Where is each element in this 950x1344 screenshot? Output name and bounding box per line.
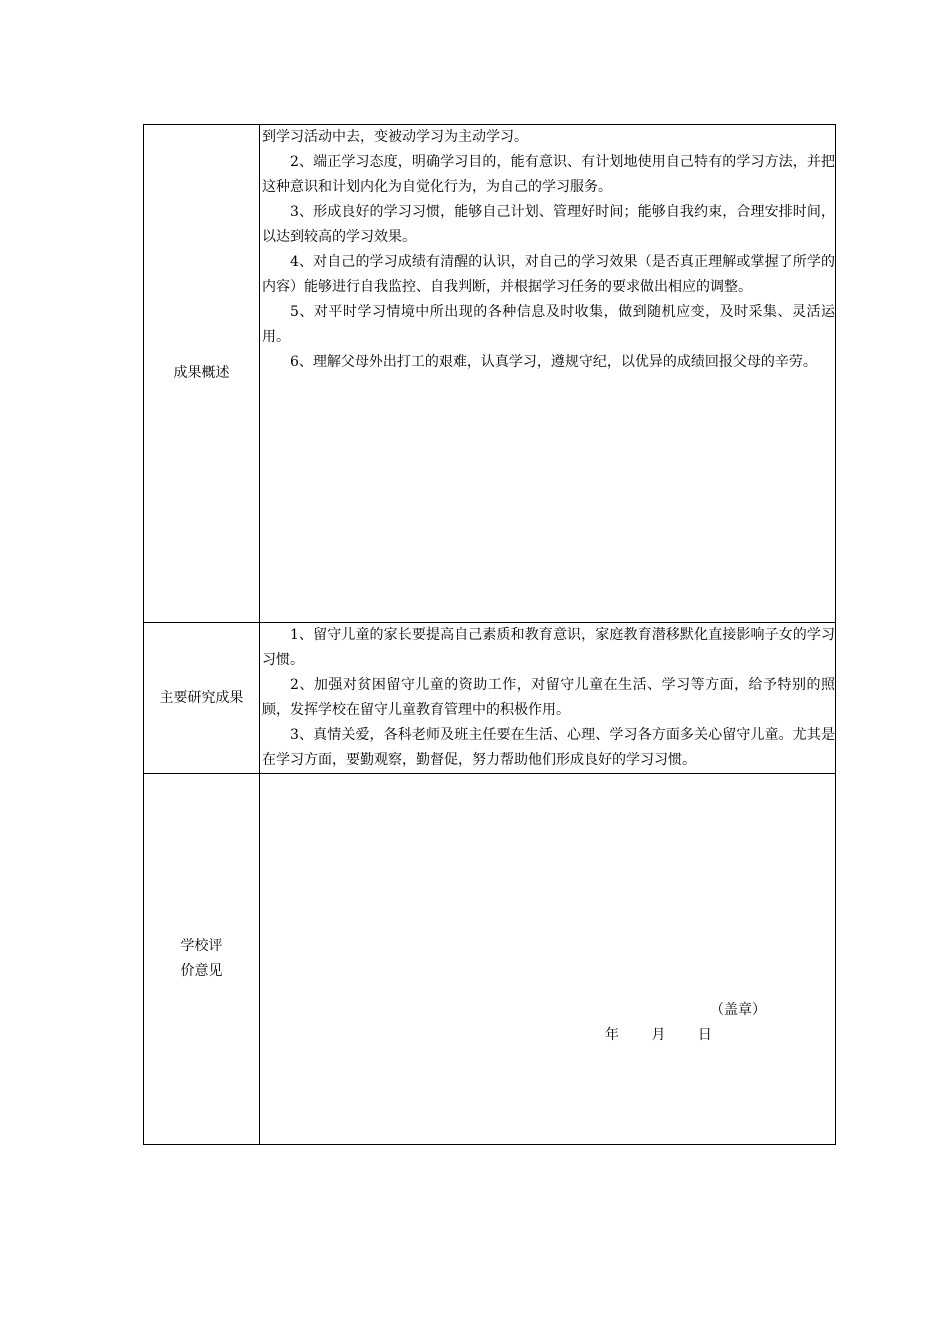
summary-content <box>260 125 836 623</box>
date-line <box>605 1025 740 1045</box>
seal-text: （盖章） <box>710 1002 766 1018</box>
main-results-paragraph-1: 2、加强对贫困留守儿童的资助工作，对留守儿童在生活、学习等方面，给予特别的照顾，发挥学校在留守儿童教育管理中的积极作用。 <box>262 677 835 718</box>
results-form-table <box>143 124 836 1145</box>
summary-paragraph-2: 3、形成良好的学习习惯，能够自己计划、管理好时间；能够自我约束，合理安排时间，以达到较高的学习效果。 <box>262 204 835 245</box>
date-month: 月 <box>651 1027 666 1043</box>
main-results-content <box>260 623 836 774</box>
summary-row <box>144 125 836 623</box>
main-results-paragraph-0: 1、留守儿童的家长要提高自己素质和教育意识，家庭教育潜移默化直接影响子女的学习习惯。 <box>262 627 835 668</box>
school-evaluation-row <box>144 774 836 1145</box>
main-results-paragraph-2: 3、真情关爱，各科老师及班主任要在生活、心理、学习各方面多关心留守儿童。尤其是在学习方面，要勤观察，勤督促，努力帮助他们形成良好的学习习惯。 <box>262 727 835 768</box>
main-results-label: 主要研究成果 <box>144 623 260 774</box>
date-year: 年 <box>605 1027 619 1043</box>
main-results-row <box>144 623 836 774</box>
school-evaluation-label <box>144 774 260 1145</box>
school-evaluation-area <box>262 774 835 1144</box>
summary-paragraph-0: 到学习活动中去，变被动学习为主动学习。 <box>262 129 528 145</box>
school-evaluation-label-line2: 价意见 <box>180 963 223 979</box>
summary-paragraph-4: 5、对平时学习情境中所出现的各种信息及时收集，做到随机应变，及时采集、灵活运用。 <box>262 304 835 345</box>
summary-paragraph-3: 4、对自己的学习成绩有清醒的认识，对自己的学习效果（是否真正理解或掌握了所学的内容）能够进行自我监控、自我判断，并根据学习任务的要求做出相应的调整。 <box>262 254 835 295</box>
school-evaluation-label-line1: 学校评 <box>180 938 223 954</box>
date-day: 日 <box>697 1027 712 1043</box>
summary-paragraph-1: 2、端正学习态度，明确学习目的，能有意识、有计划地使用自己特有的学习方法，并把这种意识和计划内化为自觉化行为，为自己的学习服务。 <box>262 154 835 195</box>
summary-paragraph-5: 6、理解父母外出打工的艰难，认真学习，遵规守纪，以优异的成绩回报父母的辛劳。 <box>290 354 817 370</box>
summary-label: 成果概述 <box>144 125 260 623</box>
school-evaluation-content <box>260 774 836 1145</box>
